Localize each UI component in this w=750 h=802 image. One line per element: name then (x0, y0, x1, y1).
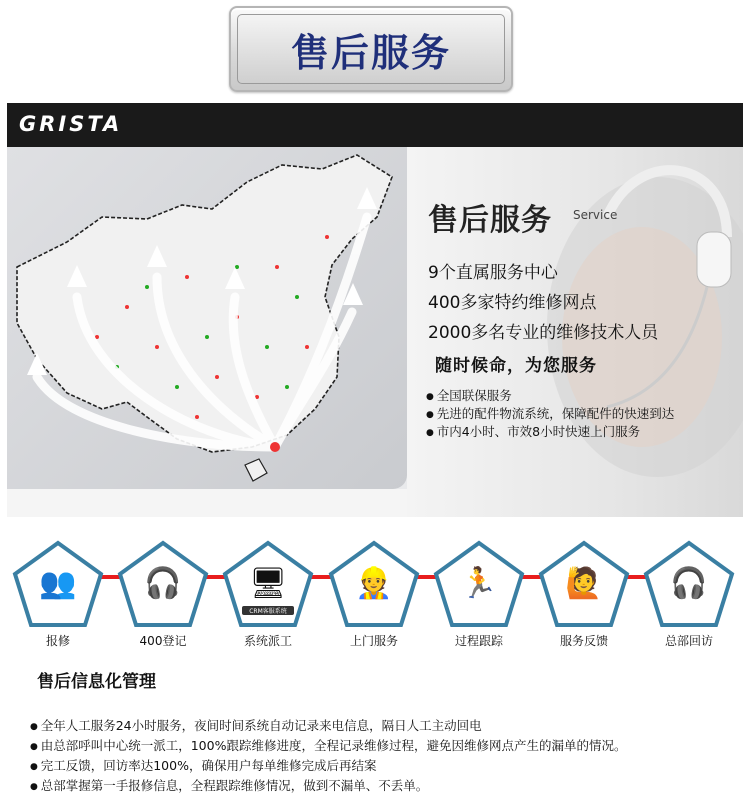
process-step-onsite-service (328, 540, 420, 660)
process-step-repair-request (12, 540, 104, 660)
process-step-hq-callback (643, 540, 735, 660)
brand-logo: GRISTA (19, 112, 123, 136)
service-bullet: ● 市内4小时、市效8小时快速上门服务 (426, 424, 674, 442)
process-step-label: 系统派工 (243, 634, 292, 648)
info-bullet: ● 完工反馈，回访率达100%，确保用户每单维修完成后再结案 (30, 757, 626, 777)
process-step-label: 总部回访 (664, 634, 713, 648)
process-step-label: 过程跟踪 (454, 634, 503, 648)
process-step-400-register (117, 540, 209, 660)
service-title: 售后服务 (428, 203, 552, 238)
service-subtitle: Service (573, 208, 618, 222)
process-step-label: 400登记 (139, 634, 187, 648)
service-line: 2000多名专业的维修技术人员 (428, 323, 659, 343)
process-step-tracking (433, 540, 525, 660)
page-title: 售后服务 (290, 30, 451, 75)
info-section-title: 售后信息化管理 (37, 672, 156, 692)
info-bullet: ● 总部掌握第一手报修信息，全程跟踪维修情况，做到不漏单、不丢单。 (30, 777, 626, 797)
crm-server-icon: 🖥 (248, 566, 288, 601)
title-banner-inner (237, 14, 505, 84)
info-bullet: ● 由总部呼叫中心统一派工，100%跟踪维修进度，全程记录维修过程，避免因维修网点产生的漏单的情况。 (30, 737, 626, 757)
info-bullet-list (30, 717, 626, 797)
hero-bottom-strip (7, 489, 407, 517)
china-map-icon (7, 147, 407, 489)
runner-icon: 🏃 (460, 566, 498, 601)
brand-bar (7, 103, 743, 147)
technician-icon: 👷 (355, 566, 393, 601)
process-step-feedback (538, 540, 630, 660)
info-bullet: ● 全年人工服务24小时服务，夜间时间系统自动记录来电信息，隔日人工主动回电 (30, 717, 626, 737)
service-bullet-list (426, 388, 674, 442)
headset-agent-icon: 🎧 (670, 566, 708, 601)
crm-badge: CRM客服系统 (242, 606, 294, 615)
service-bullet: ● 先进的配件物流系统，保障配件的快速到达 (426, 406, 674, 424)
process-step-dispatch (222, 540, 314, 660)
service-bullet: ● 全国联保服务 (426, 388, 674, 406)
feedback-figure-icon: 🙋 (565, 566, 603, 601)
call-center-agent-icon: 🎧 (144, 566, 182, 601)
hero-banner (7, 103, 743, 517)
china-map-panel (7, 147, 407, 489)
title-banner (229, 6, 513, 92)
service-line: 9个直属服务中心 (428, 263, 558, 283)
people-group-icon: 👥 (39, 566, 77, 601)
process-step-label: 上门服务 (349, 634, 398, 648)
process-flow (0, 540, 750, 660)
process-step-label: 服务反馈 (559, 634, 608, 648)
process-step-label: 报修 (45, 634, 70, 648)
service-line: 400多家特约维修网点 (428, 293, 597, 313)
service-slogan: 随时候命，为您服务 (435, 356, 597, 376)
